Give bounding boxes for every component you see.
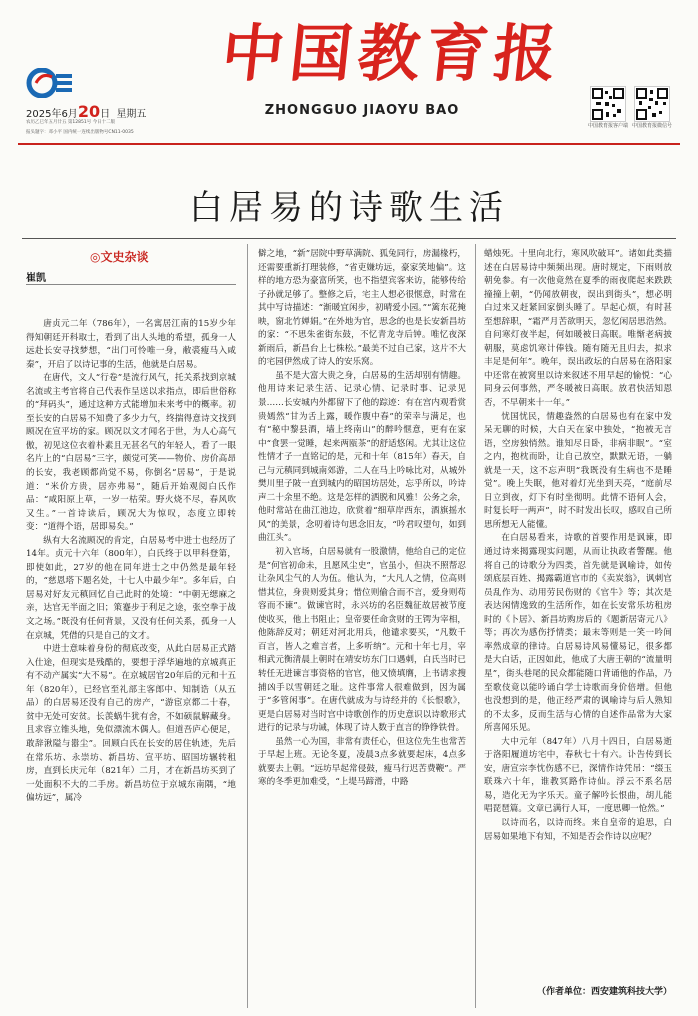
paragraph: 以诗而名，以诗而终。来自皇帝的追思，白居易如果地下有知，不知是否会作诗以应呢？ [484, 817, 672, 842]
qr-code-icon [634, 86, 670, 122]
paragraph: 虽不是大富大贵之身，白居易的生活却别有情趣。他用诗来记录生活、记录心情、记录时事、记录见景……长安城内外都留下了他的踪迹：有在宫内观看赏贵嫣然“甘为舌上露，暖作腹中春”的荣幸与满足，也有“秘中黎县酒，墙上终南山”的醉吟惬意，更有在家中“食罢一觉睡，起来两瓯茶”的舒适悠闲。尤其让这位性情才子一直铭记的是，元和十年（815年）春天，自己与元稹同到城南郊游，二人在马上吟咏比对，从城外樊川里子陂一直到城内的昭国坊居处，忘乎所以，吟诗声二十余里不绝。这是怎样的洒脱和风雅！公务之余，他时常站在曲江池边，欣赏着“细草岸西东，酒旗摇水风”的美景，念叨着诗句思念旧友，“吟君叹望句，如到曲江头”。 [258, 370, 466, 544]
qr-caption-client: 中国教育报客户端 [588, 123, 629, 129]
author-divider [26, 284, 236, 285]
issue-meta-2: 报头题字：邓小平 国内统一连续出版物号CN11-0035 [26, 130, 134, 135]
paragraph: 忧国忧民，情趣盎然的白居易也有在家中发呆无聊的时候，大白天在家中独处，“抱被无言语，空房独悄然。谁知尽日卧，非病非眠”。“室之内，抱枕而卧，让自己放空，默默无语，一躺就是一天，这不忘声明“我既没有生病也不是睡觉”。晚上失眠，他对着灯光坐到天亮，“庭前尽日立到夜，灯下有时坐彻明。此情不语何人会，时复长吁一两声”，时不时发出长叹，感叹自己所思所想无人能懂。 [484, 411, 672, 530]
paragraph: 虽然一心为国，非常有责任心，但这位先生也常苦于早起上班。无论冬夏，凌晨3点多就要起床，4点多就要去上朝。“远坊早起常侵鼓，瘦马行迟苦费鞭”。严寒的冬季更加难受，“上堤马蹄滑，中路 [258, 736, 466, 788]
author-affiliation: （作者单位：西安建筑科技大学） [536, 987, 672, 997]
issue-meta: 农历乙巳年五月廿五 第12851号 今日十二版 [26, 120, 116, 125]
qr-code-client[interactable] [590, 86, 626, 122]
column-divider [247, 244, 248, 1008]
paragraph: 中进士意味着身份的彻底改变，从此白居易正式踏入仕途，但现实是残酷的，要想于浮华遍地的京城真正有不动产属实“大不易”。在京城居官20年后的元和十五年（820年），已经官至礼部主客郎中、知制诰（从五品）的白居易还没有自己的房产，“游宦京都二十春，贫中无处可安贫。长羡蜗牛犹有舍，不如硕鼠解藏身。且求容立锥头地，免似漂流木偶人。但道吾庐心便足，敢辞湫隘与嚣尘”。回顾白氏在长安的居住轨迹，先后在常乐坊、永崇坊、新昌坊、宣平坊、昭国坊辗转租房，直到长庆元年（821年）二月，才在新昌坊买到了一处面积不大的二手房。新昌坊位于京城东南隅，“地偏坊远”，属冷 [26, 644, 236, 804]
paragraph: 在白居易看来，诗歌的首要作用是讽谏，即通过诗来揭露现实问题，从而让执政者警醒。他将自己的诗歌分为四类，首先就是讽喻诗，如传颂底层百姓、揭露霸道官市的《卖炭翁》，讽刺官员乱作为、动用劳民伤财的《官牛》等；其次是表达闲情逸致的生活所作，如在长安常乐坊租房时的《卜居》、新昌坊购房后的《题新居寄元八》等；再次为感伤抒情类；最末等则是一笑一吟间率然成章的律诗。白居易诗风易懂易记，很多都是大白话，正因如此，他成了大唐王朝的“流量明星”，街头巷尾的民众都能随口背诵他的作品，乃至歌伎竟以能吟诵白学士诗歌而身价倍增。但他也没想到的是，他正经严肃的讽喻诗与后人熟知的不太多，反而生活与心情的自述作品常为大家所喜闻乐见。 [484, 533, 672, 734]
article-column-2 [258, 248, 466, 1008]
article-column-3 [484, 248, 672, 988]
article-column-1 [26, 318, 236, 1008]
paragraph: 蜡烛死。十里向北行，寒风吹破耳”。诸如此类描述在白居易诗中频频出现。唐时规定，下雨则放朝免参。有一次他竟然在夏季的雨夜爬起来跌跌撞撞上朝，“仍闻放朝夜，误出到街头”，想必明白过来又赶紧回家倒头睡了。早起心烦，有时甚至想辞职，“霜严月苦欲明天，忽忆闲居思浩然。自问寒灯夜半起，何如暖被日高眠。唯惭老病披朝服，莫虑饥寒计俸钱。随有随无且归去，拟求丰足是何年”。晚年，误出政坛的白居易在洛阳家中还常在被窝里以诗来叙述不用早起的愉悦：“心同身云何事然，严冬暖被日高眠。放君快活知恩否，不早朝来十一年。” [484, 249, 672, 409]
paragraph: 僻之地，“新”居院中野草满院、狐兔同行，房漏椽朽，还需要重新打理装修，“省吏嫌坊远，豪家笑地偏”。这样的地方恐为豪富所笑，也不指望宾客来访，能够传给子孙就足够了。整修之后，宅主人想必很惬意，时常在其中写诗描述：“渐暖宜闲步，初晴爱小园。”“篱东花掩映，窗北竹婵娟。”在外地为官，思念的也是长安新昌坊的家：“不思朱雀街东鼓，不忆青龙寺后钟。唯忆夜深新雨后，新昌台上七株松。”最美不过自己家，这片不大的宅园伊然成了诗人的安乐窝。 [258, 249, 466, 368]
section-label: ◎文史杂谈 [90, 250, 149, 264]
author-name: 崔凯 [26, 273, 46, 284]
column-divider [475, 244, 476, 1008]
qr-caption-wechat: 中国教育报微信号 [632, 123, 673, 129]
paragraph: 大中元年（847年）八月十四日，白居易逝于洛阳履道坊宅中，春秋七十有六。讣告传到长安，唐宣宗李忱伤感不已，深情作诗凭吊：“缀玉联珠六十年，谁教冥路作诗仙。浮云不系名居易，造化无为字乐天。童子解吟长恨曲，胡儿能唱琵琶篇。文章已满行人耳，一度思卿一怆然。” [484, 736, 672, 815]
masthead-pinyin: ZHONGGUO JIAOYU BAO [264, 103, 460, 118]
paragraph: 唐贞元二年（786年），一名寓居江南的15岁少年得知朝廷开科取士，看到了出人头地的希望，孤身一人远赴长安寻找梦想，“出门可怜唯一身，敝裘瘦马入咸秦”，开启了以诗记事的生活，他就是白居易。 [26, 319, 236, 370]
paragraph: 初入官场，白居易就有一股激情，他给自己的定位是“何官初命未，且愿风尘史”，官虽小，但决不照帮忍让杂风尘气的人为伍。他认为，“大凡人之情，位高则惜其位，身贵则爱其身；惜位则偷合而不言，爱身则苟容而不谏”。做谏官时，永兴坊的名臣魏征故居被节度使收买，他上书阻止；皇帝要任命贪财的王锷为宰相，他陈辞反对；朝廷对河北用兵，他谴求要买，“凡数千百言，皆人之难言者，上多听纳”。元和十年七月，宰相武元衡清晨上朝时在靖安坊东门口遇刺，白氏当时已转任无进谏言事资格的官官，他又愤填膺，上书请求搜捕凶手以雪朝廷之耻。这件事常人很难做到，因为属于“多管闲事”。在唐代就成为与诗经并的《长恨歌》，更是白居易对当时宫中诗歌创作的历史意识以诗歌形式进行的记录与功诫，体现了诗人数于直言的铮铮铁骨。 [258, 547, 466, 734]
article-title: 白居易的诗歌生活 [189, 188, 509, 228]
qr-code-icon [590, 86, 626, 122]
masthead-title: 中国教育报 [218, 17, 566, 90]
issue-date: 2025年6月20日 星期五 [26, 102, 147, 121]
qr-code-wechat[interactable] [634, 86, 670, 122]
headline-divider [22, 238, 676, 239]
paragraph: 纵有大名流顾况的肯定，白居易考中进士也经历了14年。贞元十六年（800年），白氏终于以甲科登第，即使如此，27岁的他在同年进士之中仍然是最年轻的，“慈恩塔下题名处，十七人中最少年”。多年后，白居易对好友元稹回忆自己此时的处境：“中朝无缌麻之亲，达官无半面之旧；策蹇步于利足之途，张空拳于战文之场。”既没有任何背景，又没有任何关系，孤身一人在京城，凭借的只是自己的文才。 [26, 535, 236, 641]
masthead-divider [18, 143, 680, 145]
paragraph: 在唐代，文人“行卷”是流行风气，托关系找到京城名流或主考官将自己代表作呈送以求指点，即后世俗称的“拜码头”，通过这种方式能增加未来考中的概率。初至长安的白居易不知费了多少力气，终揣得意诗文找到顾况在宣平坊的家。顾况以文才闻名于世，为人心高气傲，初见这位衣着朴素且无甚名气的年轻人，看了一眼名片上的“白居易”三字，颇觉可笑——物价、房价高昂的长安，我老顾都尚觉不易，你倒名“居易”，于是说道：“米价方贵，居亦弗易”，随后开始观阅白氏作品：“咸阳原上草，一岁一枯荣。野火烧不尽，春风吹又生。”一首诗读后，顾况大为惊叹，态度立即转变：“道得个语，居即易矣。” [26, 373, 236, 533]
